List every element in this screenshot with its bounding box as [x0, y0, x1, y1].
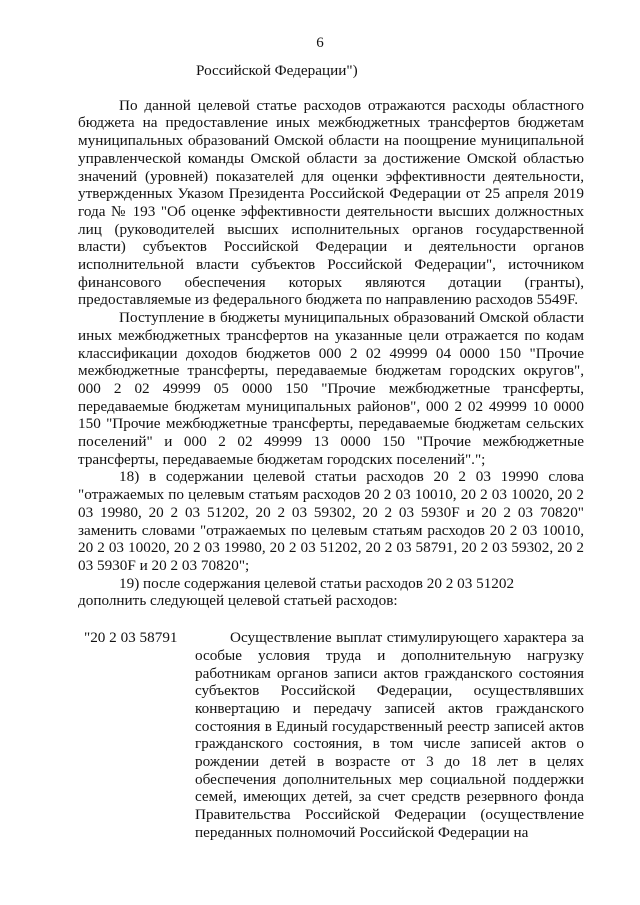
entry-code: "20 2 03 58791	[84, 629, 178, 647]
paragraph-item-19: 19) после содержания целевой статьи расходов 20 2 03 51202 дополнить следующей целевой статьей расходов:	[78, 574, 515, 610]
lead-line: Российской Федерации")	[196, 62, 358, 79]
paragraph-target-article: По данной целевой статье расходов отражаются расходы областного бюджета на предоставление иных межбюджетных трансфертов бюджетам муниципальных образований Омской области на поощрение муниципальной управленческой команды Омской области за достижение Омской областью значений (уровней) показателей для оценки эффективности деятельности, утвержденных Указом Президента Российской Федерации от 25 апреля 2019 года № 193 "Об оценке эффективности деятельности высших должностных лиц (руководителей высших исполнительных органов государственной власти) субъектов Российской Федерации и деятельности органов исполнительной власти субъектов Российской Федерации", источником финансового обеспечения которых являются дотации (гранты), предоставляемые из федерального бюджета по направлению расходов 5549F.	[78, 96, 584, 309]
document-body	[78, 62, 584, 842]
paragraph-revenue-codes: Поступление в бюджеты муниципальных образований Омской области иных межбюджетных трансфертов на указанные цели отражается по кодам классификации доходов бюджетов 000 2 02 49999 04 0000 150 "Прочие межбюджетные трансферты, передаваемые бюджетам городских округов", 000 2 02 49999 05 0000 150 "Прочие межбюджетные трансферты, передаваемые бюджетам муниципальных районов", 000 2 02 49999 10 0000 150 "Прочие межбюджетные трансферты, передаваемые бюджетам сельских поселений" и 000 2 02 49999 13 0000 150 "Прочие межбюджетные трансферты, передаваемые бюджетам городских поселений".";	[78, 309, 584, 468]
entry-description: Осуществление выплат стимулирующего характера за особые условия труда и дополнительную нагрузку работникам органов записи актов гражданского состояния субъектов Российской Федерации, осуществлявших конвертацию и передачу записей актов гражданского состояния в Единый государственный реестр записей актов гражданского состояния, в том числе записей актов о рождении детей в возрасте от 3 до 18 лет в целях обеспечения дополнительных мер социальной поддержки семей, имеющих детей, за счет средств резервного фонда Правительства Российской Федерации (осуществление переданных полномочий Российской Федерации на	[195, 629, 584, 841]
paragraph-item-18: 18) в содержании целевой статьи расходов 20 2 03 19990 слова "отражаемых по целевым статьям расходов 20 2 03 10010, 20 2 03 10020, 20 2 03 19980, 20 2 03 51202, 20 2 03 59302, 20 2 03 5930F и 20 2 03 70820" заменить словами "отражаемых по целевым статьям расходов 20 2 03 10010, 20 2 03 10020, 20 2 03 19980, 20 2 03 51202, 20 2 03 58791, 20 2 03 59302, 20 2 03 5930F и 20 2 03 70820";	[78, 468, 584, 574]
page-number: 6	[316, 35, 324, 51]
target-article-entry	[78, 629, 584, 841]
